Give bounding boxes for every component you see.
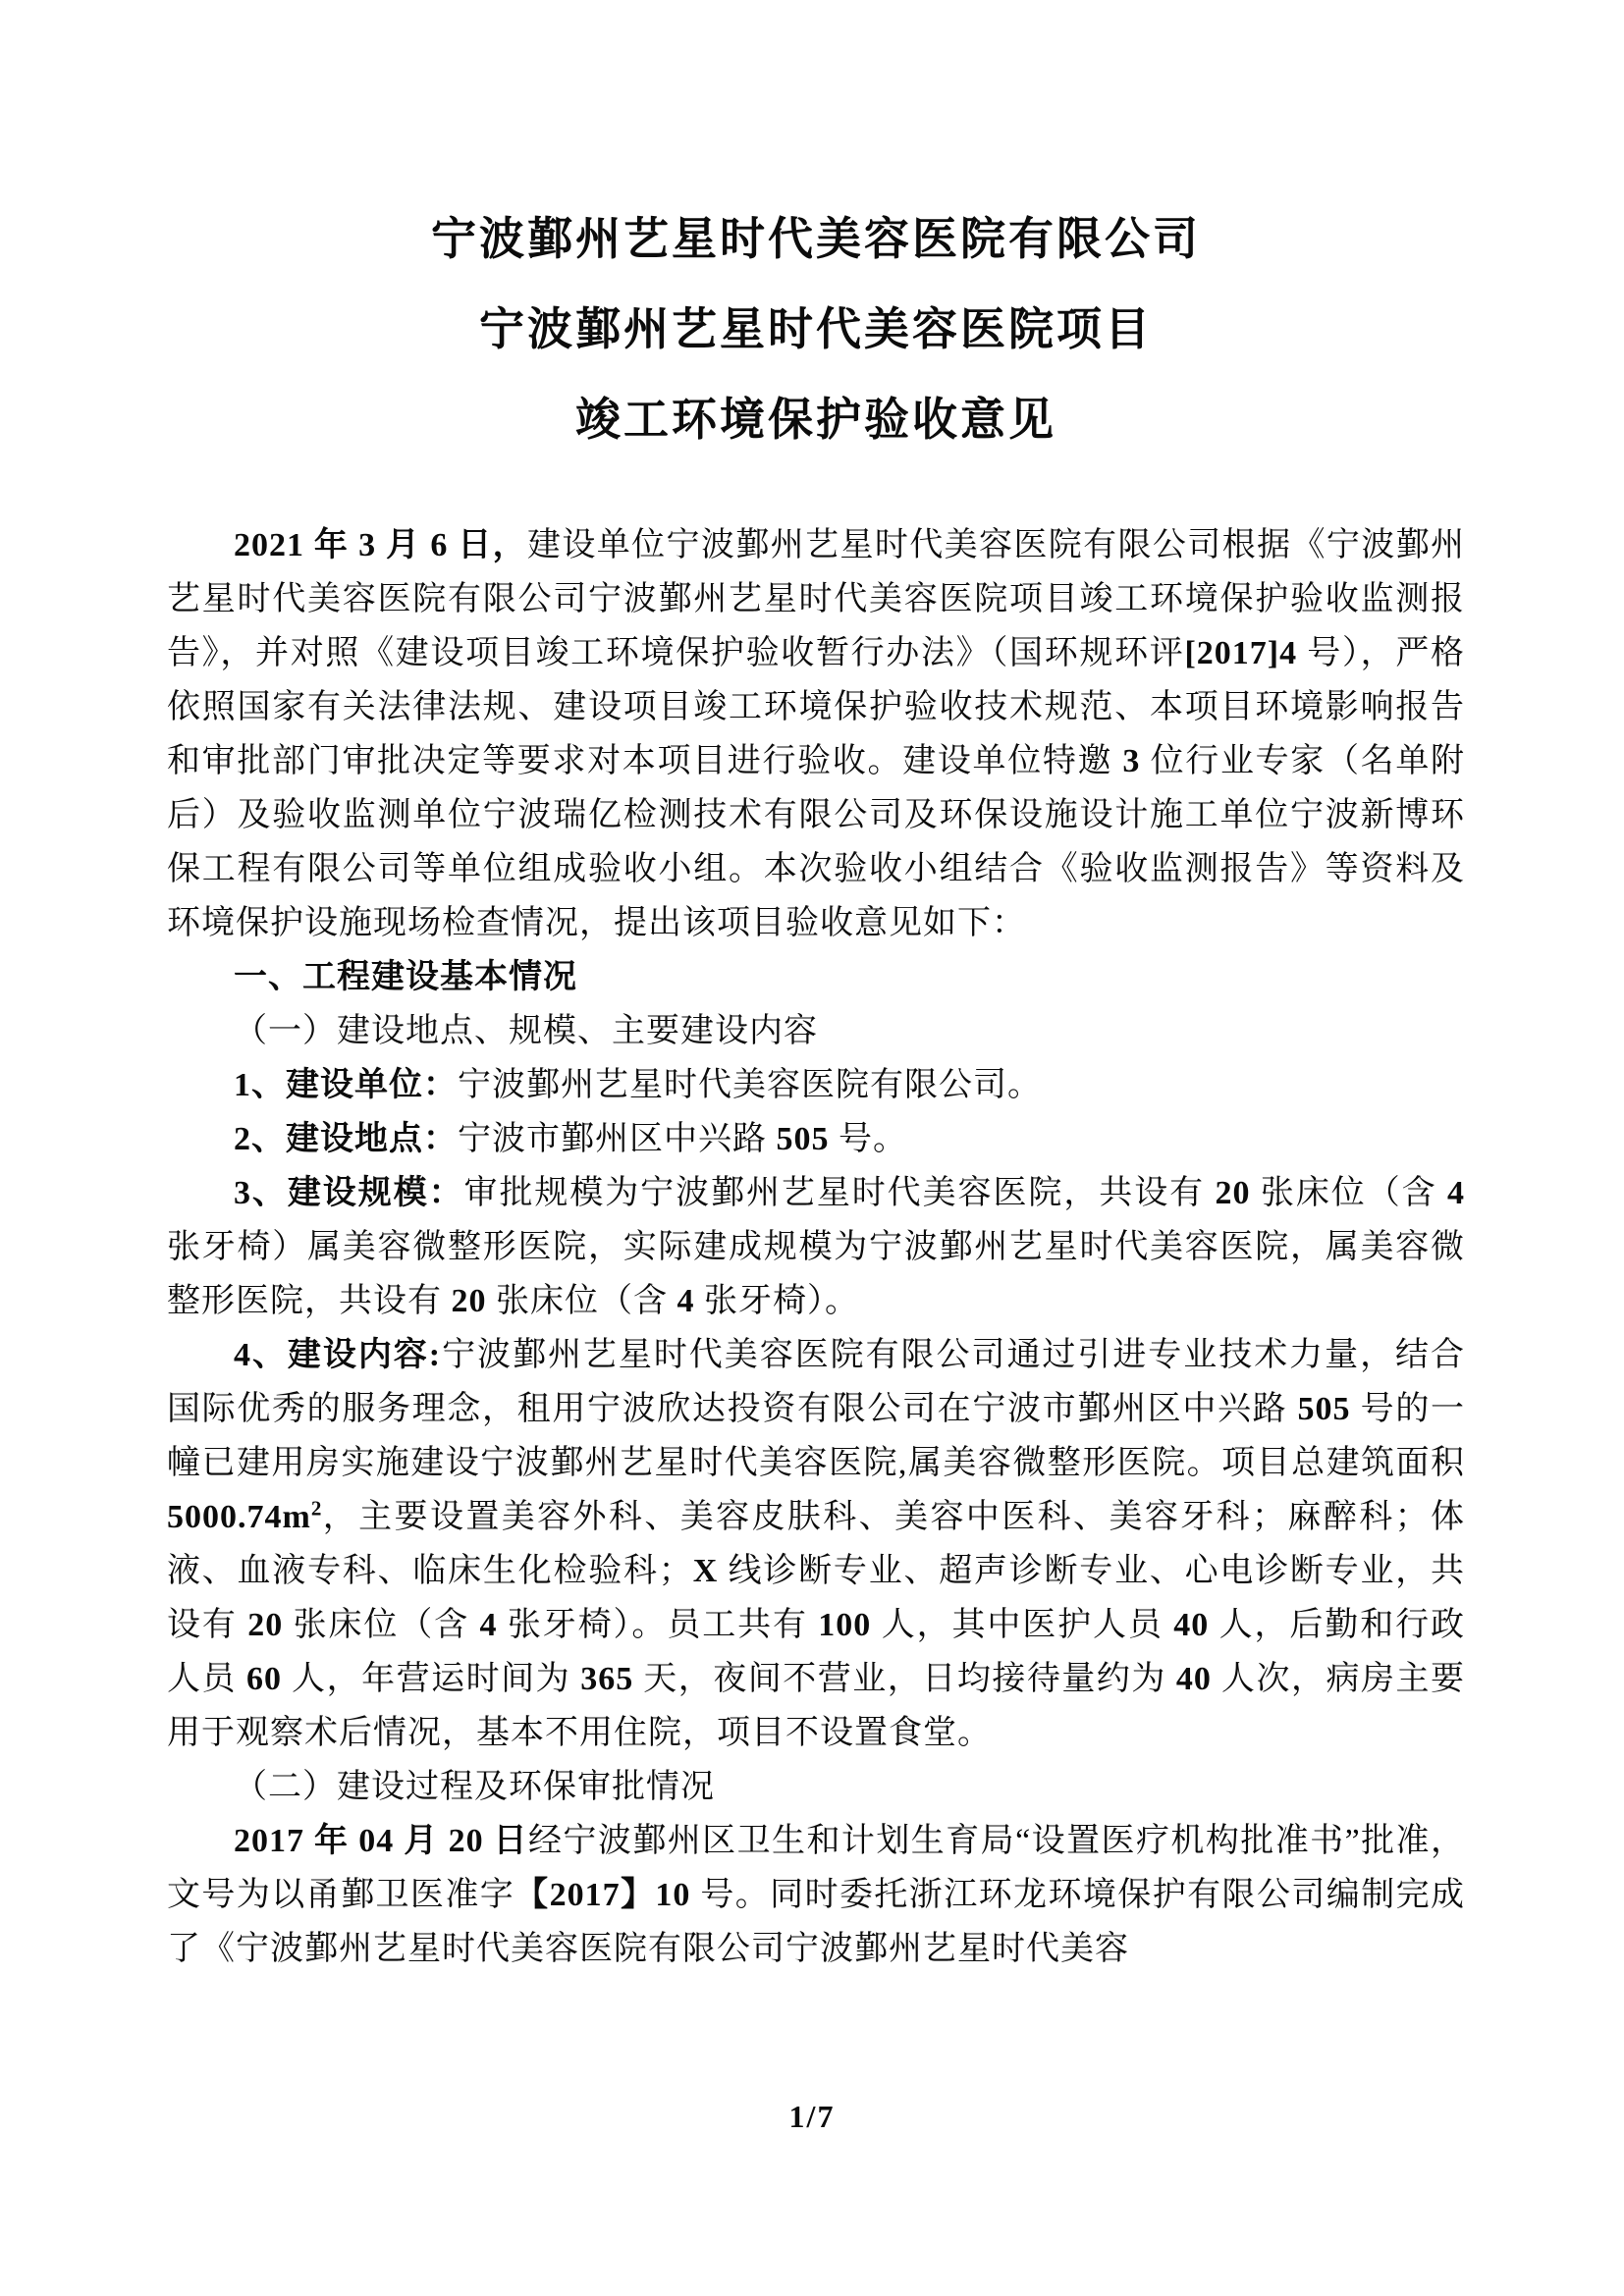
text-run: 张牙椅）。员工共有 [497, 1607, 819, 1643]
text-run: 100 [818, 1607, 872, 1643]
text-run: X [692, 1553, 719, 1589]
text-run: 建设单位宁波鄞州艺星时代美容医院有限公司根据《宁波鄞州艺星时代美容医院有限公司宁波鄞州艺星时代美容医院项目竣工环境保护验收监测报告》，并对照《建设项目竣工环境保护验收暂行办法》（国环规环评 [167, 527, 1466, 671]
text-run: 宁波鄞州艺星时代美容医院有限公司通过引进专业技术力量，结合国际优秀的服务理念，租用宁波欣达投资有限公司在宁波市鄞州区中兴路 [167, 1337, 1466, 1427]
item-construction-site [167, 1112, 1465, 1166]
text-run: 位行业专家（名单附后）及验收监测单位宁波瑞亿检测技术有限公司及环保设施设计施工单位宁波新博环保工程有限公司等单位组成验收小组。本次验收小组结合《验收监测报告》等资料及环境保护设施现场检查情况，提出该项目验收意见如下： [167, 743, 1466, 941]
text-run: 人，年营运时间为 [282, 1661, 581, 1697]
text-run: 2021 年 3 月 6 日， [234, 527, 527, 563]
subheading-1-1 [167, 1004, 1465, 1058]
text-run: 2017 年 04 月 20 日 [234, 1823, 528, 1859]
para-intro [167, 518, 1465, 950]
document-blocks [167, 518, 1465, 1976]
text-run: 人次，病房主要用于观察术后情况，基本不用住院，项目不设置食堂。 [167, 1661, 1466, 1751]
item-construction-scale [167, 1166, 1465, 1328]
text-run: 张床位（含 [283, 1607, 480, 1643]
text-run: 线诊断专业、超声诊断专业、心电诊断专业，共设有 [167, 1553, 1466, 1643]
text-run: 505 [1297, 1391, 1351, 1427]
text-run: 5000.74m [167, 1499, 311, 1535]
text-run: 20 [1215, 1175, 1251, 1211]
text-run: （二）建设过程及环保审批情况 [234, 1769, 715, 1805]
text-run: 4、建设内容: [234, 1337, 442, 1373]
text-run: 4 [677, 1283, 695, 1319]
text-run: 3、建设规模： [234, 1175, 464, 1211]
text-run: 人，后勤和行政人员 [167, 1607, 1466, 1697]
text-run: 505 [776, 1121, 830, 1157]
text-run: 号），严格依照国家有关法律法规、建设项目竣工环境保护验收技术规范、本项目环境影响报告和审批部门审批决定等要求对本项目进行验收。建设单位特邀 [167, 635, 1465, 779]
doc-title-line-3: 竣工环境保护验收意见 [575, 395, 1056, 445]
text-run: 人，其中医护人员 [871, 1607, 1174, 1643]
text-run: ，主要设置美容外科、美容皮肤科、美容中医科、美容牙科；麻醉科；体液、血液专科、临床生化检验科； [167, 1499, 1465, 1589]
doc-title-line-2: 宁波鄞州艺星时代美容医院项目 [479, 304, 1153, 354]
text-run: 【2017】10 [514, 1877, 691, 1913]
text-run: 2、建设地点： [234, 1121, 458, 1157]
subheading-1-2 [167, 1760, 1465, 1814]
text-run: 20 [247, 1607, 284, 1643]
text-run: 号。 [829, 1121, 907, 1157]
text-run: 4 [479, 1607, 498, 1643]
text-run: 3 [1122, 743, 1141, 779]
doc-title-line-1: 宁波鄞州艺星时代美容医院有限公司 [431, 214, 1201, 264]
text-run: 40 [1175, 1661, 1212, 1697]
text-run: 张床位（含 [1250, 1175, 1448, 1211]
text-run: 40 [1173, 1607, 1210, 1643]
heading-section-1 [167, 950, 1465, 1004]
text-run: 60 [246, 1661, 283, 1697]
text-run: 号的一幢已建用房实施建设宁波鄞州艺星时代美容医院,属美容微整形医院。项目总建筑面积 [167, 1391, 1466, 1481]
text-run: 张牙椅）属美容微整形医院，实际建成规模为宁波鄞州艺星时代美容医院，属美容微整形医院，共设有 [167, 1229, 1465, 1319]
para-approval-history [167, 1814, 1465, 1976]
document-title-block [167, 194, 1465, 465]
text-run: （一）建设地点、规模、主要建设内容 [234, 1013, 818, 1049]
text-run: 经宁波鄞州区卫生和计划生育局“设置医疗机构批准书”批准，文号为以甬鄞卫医准字 [167, 1823, 1465, 1913]
text-run: 365 [580, 1661, 634, 1697]
document-content [167, 194, 1465, 1976]
text-run: 4 [1447, 1175, 1466, 1211]
item-construction-unit [167, 1058, 1465, 1112]
text-run: 一、工程建设基本情况 [234, 959, 577, 995]
text-run: 2 [310, 1496, 322, 1521]
text-run: [2017]4 [1184, 635, 1298, 671]
text-run: 号。同时委托浙江环龙环境保护有限公司编制完成了《宁波鄞州艺星时代美容医院有限公司宁波鄞州艺星时代美容 [167, 1877, 1466, 1967]
text-run: 宁波市鄞州区中兴路 [458, 1121, 777, 1157]
page-number: 1/7 [788, 2099, 836, 2134]
text-run: 张床位（含 [486, 1283, 677, 1319]
text-run: 1、建设单位： [234, 1067, 458, 1103]
text-run: 宁波鄞州艺星时代美容医院有限公司。 [458, 1067, 1042, 1103]
text-run: 审批规模为宁波鄞州艺星时代美容医院，共设有 [463, 1175, 1216, 1211]
text-run: 天，夜间不营业，日均接待量约为 [633, 1661, 1176, 1697]
text-run: 20 [451, 1283, 487, 1319]
item-construction-content [167, 1328, 1465, 1760]
text-run: 张牙椅）。 [694, 1283, 859, 1319]
